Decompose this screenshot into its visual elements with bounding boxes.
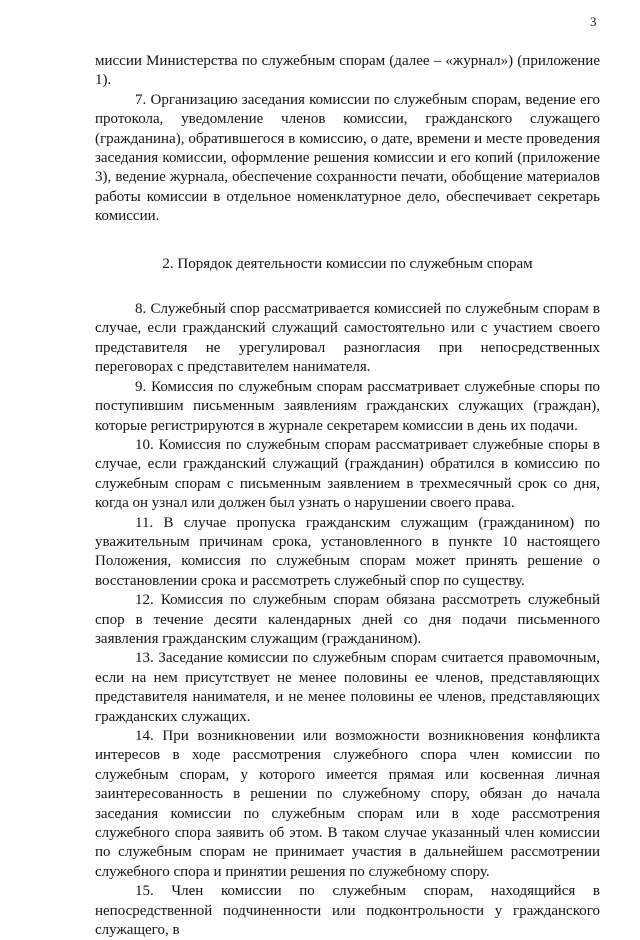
paragraph-continuation: миссии Министерства по служебным спорам (далее – «журнал») (приложение 1). — [95, 53, 600, 89]
paragraph-9: 9. Комиссия по служебным спорам рассматривает служебные споры по поступившим письменным заявлениям гражданских служащих (граждан), которые регистрируются в журнале секретарем комиссии в день их подачи. — [95, 378, 600, 434]
document-body — [95, 52, 600, 940]
paragraph-14: 14. При возникновении или возможности возникновения конфликта интересов в ходе рассмотрения служебного спора член комиссии по служебным спорам, у которого имеется прямая или косвенная личная заинтересованность в решении по служебному спору, обязан до начала заседания комиссии по служебным спорам или в ходе рассмотрения служебного спора заявить об этом. В таком случае указанный член комиссии по служебным спорам не принимает участия в дальнейшем рассмотрении служебного спора и принятии решения по служебному спору. — [95, 728, 600, 880]
section-heading: 2. Порядок деятельности комиссии по служебным спорам — [162, 255, 533, 272]
paragraph-10: 10. Комиссия по служебным спорам рассматривает служебные споры в случае, если гражданский служащий (гражданин) обратился в комиссию по служебным спорам с письменным заявлением в трехмесячный срок со дня, когда он узнал или должен был узнать о нарушении своего права. — [95, 436, 600, 512]
paragraph-11: 11. В случае пропуска гражданским служащим (гражданином) по уважительным причинам срока, установленного в пункте 10 настоящего Положения, комиссия по служебным спорам может принять решение о восстановлении срока и рассмотреть служебный спор по существу. — [95, 514, 600, 589]
paragraph-12: 12. Комиссия по служебным спорам обязана рассмотреть служебный спор в течение десяти календарных дней со дня подачи письменного заявления гражданским служащим (гражданином). — [95, 592, 600, 647]
paragraph-7: 7. Организацию заседания комиссии по служебным спорам, ведение его протокола, уведомление членов комиссии, гражданского служащего (гражданина), обратившегося в комиссию, о дате, времени и месте проведения заседания комиссии, оформление решения комиссии и его копий (приложение 3), ведение журнала, обеспечение сохранности печати, обобщение материалов работы комиссии в отдельное номенклатурное дело, обеспечивает секретарь комиссии. — [95, 91, 600, 225]
paragraph-8: 8. Служебный спор рассматривается комиссией по служебным спорам в случае, если гражданский служащий самостоятельно или с участием своего представителя не урегулировал разногласия при непосредственных переговорах с представителем нанимателя. — [95, 301, 600, 376]
paragraph-13: 13. Заседание комиссии по служебным спорам считается правомочным, если на нем присутствует не менее половины ее членов, представляющих представителя нанимателя, и не менее половины ее членов, представляющих гражданских служащих. — [95, 650, 600, 725]
paragraph-15: 15. Член комиссии по служебным спорам, находящийся в непосредственной подчиненности или подконтрольности у гражданского служащего, в — [95, 883, 600, 939]
page-number: 3 — [590, 14, 597, 29]
